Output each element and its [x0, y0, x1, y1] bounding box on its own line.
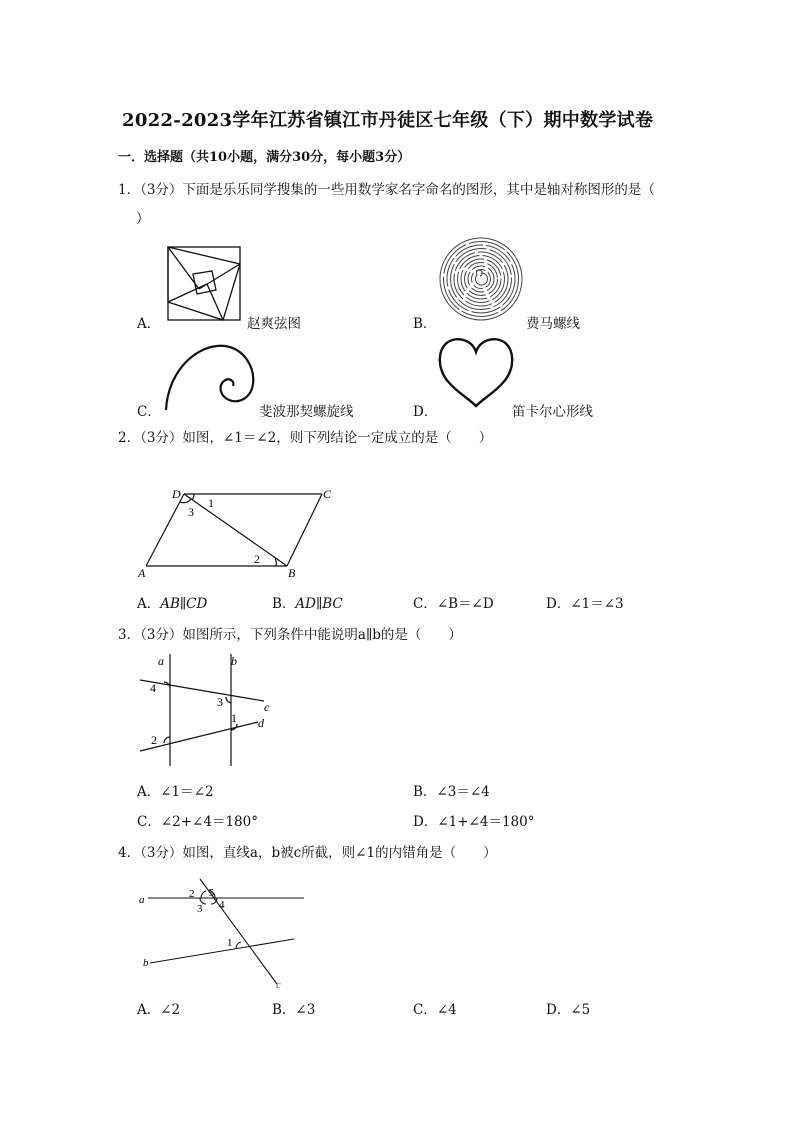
- q4-transversal-figure: [134, 868, 312, 990]
- q3-option-d[interactable]: [413, 810, 534, 830]
- q3-option-b-letter: B．: [413, 784, 437, 800]
- q3-option-a-letter: A．: [137, 784, 161, 800]
- q2-label-b: B: [288, 566, 296, 580]
- q2-option-a-text: AB∥CD: [160, 596, 208, 612]
- q2-option-d[interactable]: [546, 592, 624, 612]
- q3-angle-2: 2: [151, 733, 157, 747]
- q4-option-d-text: ∠5: [570, 1002, 591, 1018]
- q3-option-d-text: ∠1+∠4＝180°: [437, 814, 535, 830]
- q3-label-c: c: [264, 700, 270, 714]
- q2-label-d: D: [172, 487, 181, 501]
- q1-option-a-letter[interactable]: A．: [137, 316, 161, 332]
- q3-stem: 3．（3分）如图所示，下列条件中能说明a∥b的是（ ）: [118, 627, 462, 643]
- q4-option-b-letter: B．: [272, 1002, 296, 1018]
- section-heading: 一．选择题（共10小题，满分30分，每小题3分）: [118, 150, 411, 165]
- q2-option-c[interactable]: [413, 592, 494, 612]
- q2-option-d-text: ∠1＝∠3: [570, 596, 624, 612]
- q2-option-b-letter: B．: [272, 596, 296, 612]
- q3-option-a-text: ∠1＝∠2: [160, 784, 214, 800]
- q4-label-a: a: [139, 894, 145, 906]
- q3-label-b: b: [231, 654, 237, 668]
- q3-label-a: a: [158, 654, 164, 668]
- q2-option-b[interactable]: [272, 592, 343, 612]
- q2-angle-1: 1: [208, 496, 214, 510]
- q3-angle-3: 3: [217, 695, 223, 709]
- q1-stem-close: ）: [136, 211, 150, 227]
- q4-option-c-letter: C．: [413, 1002, 437, 1018]
- q1-caption-c: 斐波那契螺旋线: [259, 404, 354, 420]
- q4-option-c-text: ∠4: [436, 1002, 457, 1018]
- q2-option-d-letter: D．: [546, 596, 571, 612]
- q1-option-d-letter[interactable]: D．: [413, 404, 438, 420]
- q2-label-c: C: [323, 487, 332, 501]
- q3-option-c[interactable]: [137, 810, 258, 830]
- q4-label-b: b: [143, 957, 149, 969]
- q3-option-b[interactable]: [413, 780, 490, 800]
- q3-option-c-letter: C．: [137, 814, 161, 830]
- q2-option-a-letter: A．: [137, 596, 161, 612]
- q4-option-d-letter: D．: [546, 1002, 571, 1018]
- q2-label-a: A: [138, 566, 146, 580]
- q3-option-a[interactable]: [137, 780, 214, 800]
- q3-option-d-letter: D．: [413, 814, 438, 830]
- zhao-shuang-figure: [167, 246, 241, 322]
- q1-caption-b: 费马螺线: [526, 316, 580, 332]
- q4-option-a-text: ∠2: [160, 1002, 181, 1018]
- q1-option-c-letter[interactable]: C．: [137, 404, 161, 420]
- fibonacci-spiral-figure: [163, 340, 257, 412]
- q4-angle-2: 2: [189, 888, 195, 900]
- q4-option-a[interactable]: [137, 998, 180, 1018]
- q3-angle-4: 4: [150, 681, 156, 695]
- q4-stem: 4．（3分）如图，直线a，b被c所截，则∠1的内错角是（ ）: [118, 845, 497, 861]
- q2-option-c-text: ∠B＝∠D: [436, 596, 494, 612]
- q2-parallelogram-figure: [134, 482, 344, 582]
- q4-option-a-letter: A．: [137, 1002, 161, 1018]
- q4-option-d[interactable]: [546, 998, 590, 1018]
- q2-option-c-letter: C．: [413, 596, 437, 612]
- q1-caption-a: 赵爽弦图: [247, 316, 301, 332]
- q3-angle-1: 1: [231, 711, 237, 725]
- q2-angle-2: 2: [254, 552, 260, 566]
- q4-angle-5: 5: [209, 888, 214, 899]
- q4-angle-3: 3: [197, 903, 203, 915]
- q2-angle-3: 3: [188, 505, 194, 519]
- q1-caption-d: 笛卡尔心形线: [512, 404, 593, 420]
- q3-option-c-text: ∠2+∠4＝180°: [160, 814, 258, 830]
- q4-option-b-text: ∠3: [295, 1002, 316, 1018]
- q1-option-b-letter[interactable]: B．: [413, 316, 437, 332]
- q4-angle-4: 4: [219, 899, 225, 911]
- q2-option-a[interactable]: [137, 592, 207, 612]
- q2-stem: 2．（3分）如图，∠1＝∠2，则下列结论一定成立的是（ ）: [118, 430, 493, 446]
- q3-lines-figure: [134, 650, 284, 768]
- q4-option-b[interactable]: [272, 998, 315, 1018]
- q3-option-b-text: ∠3＝∠4: [436, 784, 490, 800]
- q1-stem: 1．（3分）下面是乐乐同学搜集的一些用数学家名字命名的图形，其中是轴对称图形的是（: [118, 182, 655, 198]
- q4-option-c[interactable]: [413, 998, 457, 1018]
- cardioid-heart-figure: [438, 336, 514, 408]
- fermat-spiral-figure: [438, 236, 524, 322]
- page-title: 2022-2023学年江苏省镇江市丹徒区七年级（下）期中数学试卷: [122, 110, 654, 131]
- q4-label-c: c: [276, 979, 281, 991]
- q3-label-d: d: [258, 716, 264, 730]
- q2-option-b-text: AD∥BC: [295, 596, 343, 612]
- q4-angle-1: 1: [227, 937, 233, 949]
